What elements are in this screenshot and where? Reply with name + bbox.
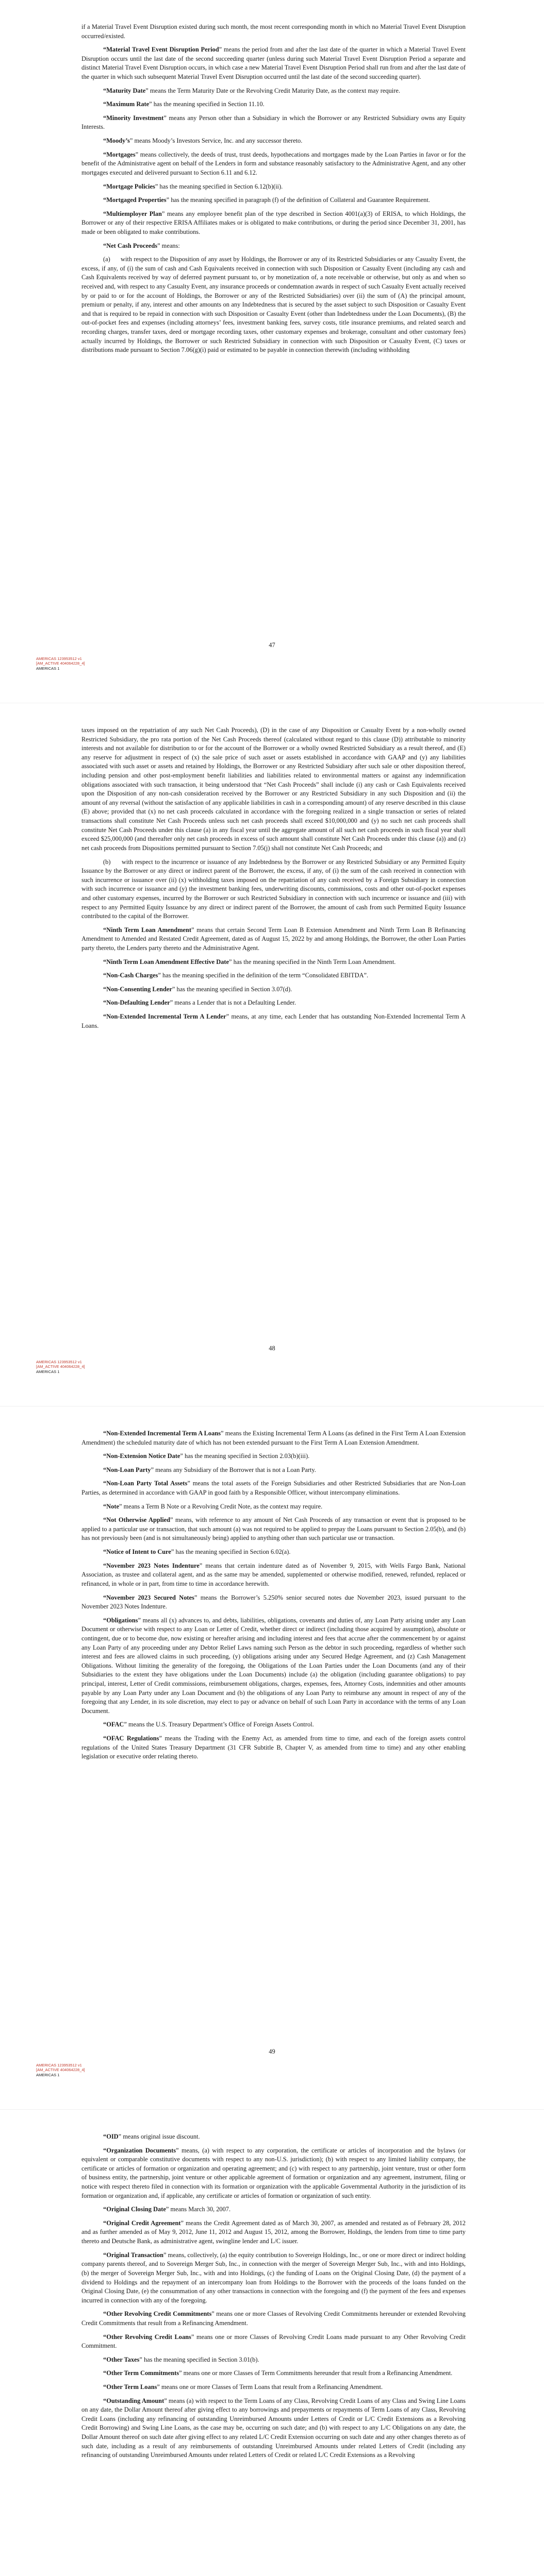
paragraph-text: ” means one or more Classes of Term Loans that result from a Refinancing Amendment. (157, 2383, 383, 2391)
footer-line-3: AMERICAS 1 (36, 1369, 60, 1374)
defined-term: “OFAC (103, 1721, 124, 1728)
definition-paragraph (81, 2205, 466, 2214)
page-body (81, 23, 466, 355)
paragraph-text: ” means the Term Maturity Date or the Revolving Credit Maturity Date, as the context may require. (145, 87, 400, 94)
defined-term: “Organization Documents (103, 2146, 176, 2154)
paragraph-text: ” means a Lender that is not a Defaulting Lender. (170, 999, 296, 1007)
defined-term: “Net Cash Proceeds (103, 242, 158, 249)
paragraph-text: taxes imposed on the repatriation of any such Net Cash Proceeds), (D) in the case of any Disposition or Casualty Event by a non-wholly owned Restricted Subsidiary, the pro rata portion of the Net Cash Proceeds thereof (calculated without regard to this clause (D)) attributable to minority interests and not available for distribution to or for the account of the Borrower or a wholly owned Restricted Subsidiary as a result thereof, and (E) any reserve for adjustment in respect of (x) the sale price of such asset or assets established in accordance with GAAP and (y) any liabilities associated with such asset or assets and retained by Holdings, the Borrower or any Restricted Subsidiary after such sale or other disposition thereof, including pension and other post-employment benefit liabilities and liabilities related to environmental matters or against any indemnification obligations associated with such transaction, it being understood that “Net Cash Proceeds” shall include (i) any cash or Cash Equivalents received upon the Disposition of any non-cash consideration received by the Borrower or any Restricted Subsidiary in any such Disposition and (ii) the amount of any reversal (without the satisfaction of any applicable liabilities in cash in a corresponding amount) of any reserve described in this clause (E) above; provided that (x) no net cash proceeds calculated in accordance with the foregoing realized in a single transaction or series of related transactions shall constitute Net Cash Proceeds unless such net cash proceeds shall exceed $10,000,000 and (y) no such net cash proceeds shall constitute Net Cash Proceeds under this clause (a) in any fiscal year until the aggregate amount of all such net cash proceeds in such fiscal year shall exceed $25,000,000 (and thereafter only net cash proceeds in excess of such amount shall constitute Net Cash Proceeds under this clause (a)) and (z) net cash proceeds from Dispositions permitted pursuant to Section 7.05(j) shall not constitute Net Cash Proceeds; and (81, 726, 466, 852)
page (0, 2110, 544, 2576)
page-body (81, 1429, 466, 1761)
definition-paragraph (81, 2132, 466, 2142)
definition-paragraph (81, 1502, 466, 1512)
defined-term: “Other Taxes (103, 2355, 140, 2363)
definition-paragraph (81, 1548, 466, 1557)
document-footer (36, 2063, 85, 2077)
defined-term: “Original Closing Date (103, 2206, 166, 2213)
page (0, 0, 544, 703)
paragraph-text: (b) with respect to the incurrence or issuance of any Indebtedness by the Borrower or any Restricted Subsidiary or any Permitted Equity Issuance by the Borrower or any direct or indirect parent of the Borrower, the excess, if any, of (i) the sum of the cash received in connection with such incurrence or issuance over (ii) (x) withholding taxes imposed on the repatriation of any cash received by a Foreign Subsidiary in connection with such incurrence or issuance and (y) the investment banking fees, underwriting discounts, commissions, costs and other out-of-pocket expenses and other customary expenses, incurred by the Borrower or such Restricted Subsidiary in connection with such incurrence or issuance and (iii) with respect to any Permitted Equity Issuance by any direct or indirect parent of the Borrower, the amount of cash from such Permitted Equity Issuance contributed to the capital of the Borrower. (81, 858, 466, 920)
definition-paragraph (81, 2383, 466, 2392)
paragraph-text: ” means that certain Second Term Loan B Extension Amendment and Ninth Term Loan B Refinancing Amendment to Amended and Restated Credit Agreement, dated as of August 15, 2022 by and among Holdings, the Borrower, the other Loan Parties party thereto, the Lenders party thereto and the Administrative Agent. (81, 926, 466, 952)
document-footer (36, 656, 85, 671)
footer-line-1: AMERICAS 123953512 v1 (36, 1359, 82, 1364)
defined-term: “Other Revolving Credit Loans (103, 2333, 191, 2341)
page (0, 703, 544, 1406)
defined-term: “Non-Extended Incremental Term A Lender (103, 1013, 226, 1021)
paragraph-text: ” means all (x) advances to, and debts, liabilities, obligations, covenants and duties of, any Loan Party arising under any Loan Document or otherwise with respect to any Loan or Letter of Credit, whether direct or indirect (including those acquired by assumption), absolute or contingent, due or to become due, now existing or hereafter arising and including interest and fees that accrue after the commencement by or against any Loan Party of any proceeding under any Debtor Relief Laws naming such Person as the debtor in such proceeding, regardless of whether such interest and fees are allowed claims in such proceeding, (y) obligations arising under any Secured Hedge Agreement, and (z) Cash Management Obligations. Without limiting the generality of the foregoing, the Obligations of the Loan Parties under the Loan Documents (and any of their Subsidiaries to the extent they have obligations under the Loan Documents) include (a) the obligation (including guarantee obligations) to pay principal, interest, Letter of Credit commissions, reimbursement obligations, charges, expenses, fees, Attorney Costs, indemnities and other amounts payable by any Loan Party under any Loan Document and (b) the obligations of any Loan Party to reimburse any amount in respect of any of the foregoing that any Lender, in its sole discretion, may elect to pay or advance on behalf of such Loan Party in accordance with the terms of any Loan Document. (81, 1616, 466, 1715)
defined-term: “Note (103, 1502, 119, 1510)
defined-term: “Non-Extended Incremental Term A Loans (103, 1430, 221, 1437)
paragraph-text: ” has the meaning specified in paragraph (f) of the definition of Collateral and Guarantee Requirement. (166, 196, 430, 204)
defined-term: “Original Transaction (103, 2251, 163, 2259)
defined-term: “Original Credit Agreement (103, 2219, 181, 2227)
definition-paragraph (81, 45, 466, 81)
definition-paragraph (81, 137, 466, 146)
paragraph-text: ” means the Borrower’s 5.250% senior secured notes due November 2023, issued pursuant to the November 2023 Notes Indenture. (81, 1594, 466, 1611)
definition-paragraph (81, 1734, 466, 1761)
paragraph-text: ” means Moody’s Investors Service, Inc. and any successor thereto. (129, 137, 303, 145)
paragraph-text: ” means one or more Classes of Term Commitments hereunder that result from a Refinancing Amendment. (179, 2369, 453, 2377)
paragraph-text: ” means (a) with respect to the Term Loans of any Class, Revolving Credit Loans of any Class and Swing Line Loans on any date, the Dollar Amount thereof after giving effect to any borrowings and prepayments or repayments of Term Loans of any Class, Revolving Credit Loans (including any refinancing of outstanding Unreimbursed Amounts under Letters of Credit or L/C Credit Extensions as a Revolving Credit Borrowing) and Swing Line Loans, as the case may be, occurring on such date; and (b) with respect to any L/C Obligations on any date, the Dollar Amount thereof on such date after giving effect to any related L/C Credit Extension occurring on such date and any other changes thereto as of such date, including as a result of any reimbursements of outstanding Unreimbursed Amounts under related Letters of Credit (including any refinancing of outstanding Unreimbursed Amounts under related Letters of Credit or related L/C Credit Extensions as a Revolving (81, 2397, 466, 2459)
definition-paragraph (81, 2146, 466, 2201)
defined-term: “November 2023 Notes Indenture (103, 1562, 200, 1569)
definition-paragraph (81, 2369, 466, 2378)
defined-term: “Not Otherwise Applied (103, 1516, 171, 1524)
defined-term: “Non-Defaulting Lender (103, 999, 170, 1007)
text-paragraph (81, 255, 466, 355)
defined-term: “Non-Cash Charges (103, 972, 158, 979)
paragraph-text: if a Material Travel Event Disruption existed during such month, the most recent corresponding month in which no Material Travel Event Disruption occurred/existed. (81, 23, 466, 40)
defined-term: “Maximum Rate (103, 100, 150, 108)
paragraph-text: ” has the meaning specified in Section 6.12(b)(ii). (155, 182, 283, 190)
definition-paragraph (81, 210, 466, 237)
defined-term: “Mortgage Policies (103, 182, 155, 190)
defined-term: “Ninth Term Loan Amendment (103, 926, 192, 934)
defined-term: “Non-Extension Notice Date (103, 1452, 180, 1460)
paragraph-text: ” means the Credit Agreement dated as of March 30, 2007, as amended and restated as of February 28, 2012 and as further amended as of May 9, 2012, June 11, 2012 and August 15, 2012, among the Borrower, Holdings, the lenders from time to time party thereto and Deutsche Bank, as administrative agent, swingline lender and L/C issuer. (81, 2219, 466, 2245)
defined-term: “Maturity Date (103, 87, 146, 94)
paragraph-text: ” means, with reference to any amount of Net Cash Proceeds of any transaction or event that is proposed to be applied to a particular use or transaction, that such amount (a) was not required to be applied to prepay the Loans pursuant to Section 2.05(b), and (b) has not previously been (and is not simultaneously being) applied to anything other than such particular use or transaction. (81, 1516, 466, 1542)
paragraph-text: ” means March 30, 2007. (166, 2206, 231, 2213)
paragraph-text: ” has the meaning specified in Section 11.10. (149, 100, 265, 108)
paragraph-text: ” means, (a) with respect to any corporation, the certificate or articles of incorporation and the bylaws (or equivalent or comparable constitutive documents with respect to any non-U.S. jurisdiction); (b) with respect to any limited liability company, the certificate or articles of formation or organization and operating agreement; and (c) with respect to any partnership, joint venture, trust or other form of business entity, the partnership, joint venture or other applicable agreement of formation or organization and any agreement, instrument, filing or notice with respect thereto filed in connection with its formation or organization with the applicable Governmental Authority in the jurisdiction of its formation or organization and, if applicable, any certificate or articles of formation or organization of such entity. (81, 2146, 466, 2199)
defined-term: “Notice of Intent to Cure (103, 1548, 171, 1556)
defined-term: “OID (103, 2133, 119, 2140)
paragraph-text: ” means: (157, 242, 180, 249)
definition-paragraph (81, 926, 466, 953)
definition-paragraph (81, 87, 466, 96)
footer-line-2: [AM_ACTIVE 404064228_4] (36, 2067, 85, 2073)
page-number: 47 (269, 641, 275, 649)
paragraph-text: (a) with respect to the Disposition of any asset by Holdings, the Borrower or any of its Restricted Subsidiaries or any Casualty Event, the excess, if any, of (i) the sum of cash and Cash Equivalents received in connection with such Disposition or Casualty Event (including any cash and Cash Equivalents received by way of deferred payment pursuant to, or by monetization of, a note receivable or otherwise, but only as and when so received and, with respect to any Casualty Event, any insurance proceeds or condemnation awards in respect of such Casualty Event actually received by or paid to or for the account of Holdings, the Borrower or any of the Restricted Subsidiaries) over (ii) the sum of (A) the principal amount, premium or penalty, if any, interest and other amounts on any Indebtedness that is secured by the asset subject to such Disposition or Casualty Event and that is required to be repaid in connection with such Disposition or Casualty Event (other than Indebtedness under the Loan Documents), (B) the out-of-pocket fees and expenses (including attorneys’ fees, investment banking fees, survey costs, title insurance premiums, and related search and recording charges, transfer taxes, deed or mortgage recording taxes, other customary expenses and brokerage, consultant and other customary fees) actually incurred by Holdings, the Borrower or such Restricted Subsidiary in connection with such Disposition or Casualty Event, (C) taxes or distributions made pursuant to Section 7.06(g)(i) paid or estimated to be payable in connection therewith (including withholding (81, 256, 466, 354)
paragraph-text: ” means, collectively, (a) the equity contribution to Sovereign Holdings, Inc., or one or more direct or indirect holding company parents thereof, and to Sovereign Merger Sub, Inc., in connection with the merger of Sovereign Merger Sub, Inc., with and into Holdings, (b) the merger of Sovereign Merger Sub, Inc., with and into Holdings, (c) the funding of Loans on the Original Closing Date, (d) the payment of a dividend to Holdings and the repayment of an intercompany loan from Holdings to the Borrower with the proceeds of the loans funded on the Original Closing Date, (e) the consummation of any other transactions in connection with the foregoing and (f) the payment of the fees and expenses incurred in connection with any of the foregoing. (81, 2251, 466, 2304)
paragraph-text: ” means any Person other than a Subsidiary in which the Borrower or any Restricted Subsidiary owns any Equity Interests. (81, 114, 466, 131)
page-number: 48 (269, 1345, 275, 1352)
definition-paragraph (81, 998, 466, 1008)
defined-term: “November 2023 Secured Notes (103, 1594, 194, 1601)
paragraph-text: ” has the meaning specified in Section 2.03(b)(iii). (180, 1452, 310, 1460)
definition-paragraph (81, 958, 466, 967)
definition-paragraph (81, 1594, 466, 1612)
definition-paragraph (81, 1479, 466, 1497)
paragraph-text: ” has the meaning specified in Section 6.02(a). (171, 1548, 291, 1556)
page-number: 49 (269, 2048, 275, 2056)
definition-paragraph (81, 196, 466, 205)
definition-paragraph (81, 182, 466, 192)
definition-paragraph (81, 242, 466, 251)
footer-line-1: AMERICAS 123953512 v1 (36, 656, 82, 661)
paragraph-text: ” means the Existing Incremental Term A Loans (as defined in the First Term A Loan Extension Amendment) the scheduled maturity date of which has not been extended pursuant to the First Term A Loan Extension Amendment. (81, 1430, 466, 1446)
paragraph-text: ” means collectively, the deeds of trust, trust deeds, hypothecations and mortgages made by the Loan Parties in favor or for the benefit of the Administrative agent on behalf of the Lenders in form and substance reasonably satisfactory to the Administrative Agent, and any other mortgages executed and delivered pursuant to Section 6.11 and 6.12. (81, 150, 466, 176)
paragraph-text: ” means one or more Classes of Revolving Credit Commitments hereunder or extended Revolving Credit Commitments that result from a Refinancing Amendment. (81, 2310, 466, 2327)
definition-paragraph (81, 1012, 466, 1030)
defined-term: “Non-Loan Party (103, 1466, 151, 1473)
defined-term: “Outstanding Amount (103, 2397, 164, 2404)
paragraph-text: ” means, at any time, each Lender that has outstanding Non-Extended Incremental Term A Loans. (81, 1013, 466, 1029)
defined-term: “Ninth Term Loan Amendment Effective Date (103, 958, 229, 965)
defined-term: “Other Term Commitments (103, 2369, 179, 2377)
footer-line-1: AMERICAS 123953512 v1 (36, 2062, 82, 2067)
paragraph-text: ” means the total assets of the Foreign Subsidiaries and other Restricted Subsidiaries that are Non-Loan Parties, as determined in accordance with GAAP in good faith by a Responsible Officer, without intercompany eliminations. (81, 1480, 466, 1497)
footer-line-3: AMERICAS 1 (36, 2072, 60, 2077)
defined-term: “Other Revolving Credit Commitments (103, 2310, 212, 2318)
paragraph-text: ” has the meaning specified in Section 3.01(b). (139, 2355, 259, 2363)
definition-paragraph (81, 1466, 466, 1475)
definition-paragraph (81, 1516, 466, 1543)
definition-paragraph (81, 2310, 466, 2328)
defined-term: “Multiemployer Plan (103, 210, 162, 217)
paragraph-text: ” means any employee benefit plan of the type described in Section 4001(a)(3) of ERISA, to which Holdings, the Borrower or any of their respective ERISA Affiliates makes or is obligated to make contributions, or during the period since December 31, 2001, has made or been obligated to make contributions. (81, 210, 466, 235)
paragraph-text: ” means that certain indenture dated as of November 9, 2015, with Wells Fargo Bank, National Association, as trustee and collateral agent, and as the same may be amended, supplemented or otherwise modified, renewed, refunded, replaced or refinanced, in whole or in part, from time to time in accordance herewith. (81, 1562, 466, 1587)
definition-paragraph (81, 985, 466, 994)
defined-term: “Obligations (103, 1616, 138, 1624)
definition-paragraph (81, 1616, 466, 1716)
text-paragraph (81, 23, 466, 41)
paragraph-text: ” means the period from and after the last date of the quarter in which a Material Travel Event Disruption occurs until the last date of the second succeeding quarter (unless during such Material Travel Event Disruption Period a separate and distinct Material Travel Event Disruption occurs, in which case a new Material Travel Event Disruption Period shall run from and after the last date of the quarter in which such subsequent Material Travel Event Disruption occurred until the last date of the second succeeding quarter). (81, 46, 466, 81)
defined-term: “Material Travel Event Disruption Period (103, 46, 219, 54)
paragraph-text: ” has the meaning specified in Section 3.07(d). (172, 985, 292, 993)
definition-paragraph (81, 2251, 466, 2306)
page (0, 1406, 544, 2110)
definition-paragraph (81, 1429, 466, 1447)
paragraph-text: ” means a Term B Note or a Revolving Credit Note, as the context may require. (119, 1502, 323, 1510)
paragraph-text: ” has the meaning specified in the definition of the term “Consolidated EBITDA”. (158, 972, 369, 979)
definition-paragraph (81, 1452, 466, 1461)
defined-term: “Moody’s (103, 137, 130, 145)
definition-paragraph (81, 114, 466, 132)
definition-paragraph (81, 2355, 466, 2365)
definition-paragraph (81, 100, 466, 109)
definition-paragraph (81, 150, 466, 178)
defined-term: “Mortgaged Properties (103, 196, 167, 204)
footer-line-2: [AM_ACTIVE 404064228_4] (36, 661, 85, 666)
defined-term: “Mortgages (103, 150, 136, 158)
paragraph-text: ” means one or more Classes of Revolving Credit Loans made pursuant to any Other Revolving Credit Commitment. (81, 2333, 466, 2350)
defined-term: “Non-Consenting Lender (103, 985, 172, 993)
defined-term: “Minority Investment (103, 114, 164, 122)
definition-paragraph (81, 2219, 466, 2246)
text-paragraph (81, 858, 466, 921)
text-paragraph (81, 726, 466, 853)
definition-paragraph (81, 2397, 466, 2460)
definition-paragraph (81, 2333, 466, 2351)
footer-line-3: AMERICAS 1 (36, 666, 60, 671)
page-body (81, 2132, 466, 2460)
paragraph-text: ” means any Subsidiary of the Borrower that is not a Loan Party. (151, 1466, 316, 1473)
document-footer (36, 1360, 85, 1374)
page-body (81, 726, 466, 1030)
footer-line-2: [AM_ACTIVE 404064228_4] (36, 1364, 85, 1369)
paragraph-text: ” has the meaning specified in the Ninth Term Loan Amendment. (229, 958, 396, 965)
paragraph-text: ” means the Trading with the Enemy Act, as amended from time to time, and each of the foreign assets control regulations of the United States Treasury Department (31 CFR Subtitle B, Chapter V, as amended from time to time) and any other enabling legislation or executive order relating thereto. (81, 1735, 466, 1760)
definition-paragraph (81, 1720, 466, 1730)
defined-term: “Non-Loan Party Total Assets (103, 1480, 188, 1487)
defined-term: “Other Term Loans (103, 2383, 157, 2391)
paragraph-text: ” means the U.S. Treasury Department’s Office of Foreign Assets Control. (124, 1721, 314, 1728)
defined-term: “OFAC Regulations (103, 1735, 159, 1742)
definition-paragraph (81, 1562, 466, 1589)
definition-paragraph (81, 971, 466, 980)
paragraph-text: ” means original issue discount. (118, 2133, 200, 2140)
